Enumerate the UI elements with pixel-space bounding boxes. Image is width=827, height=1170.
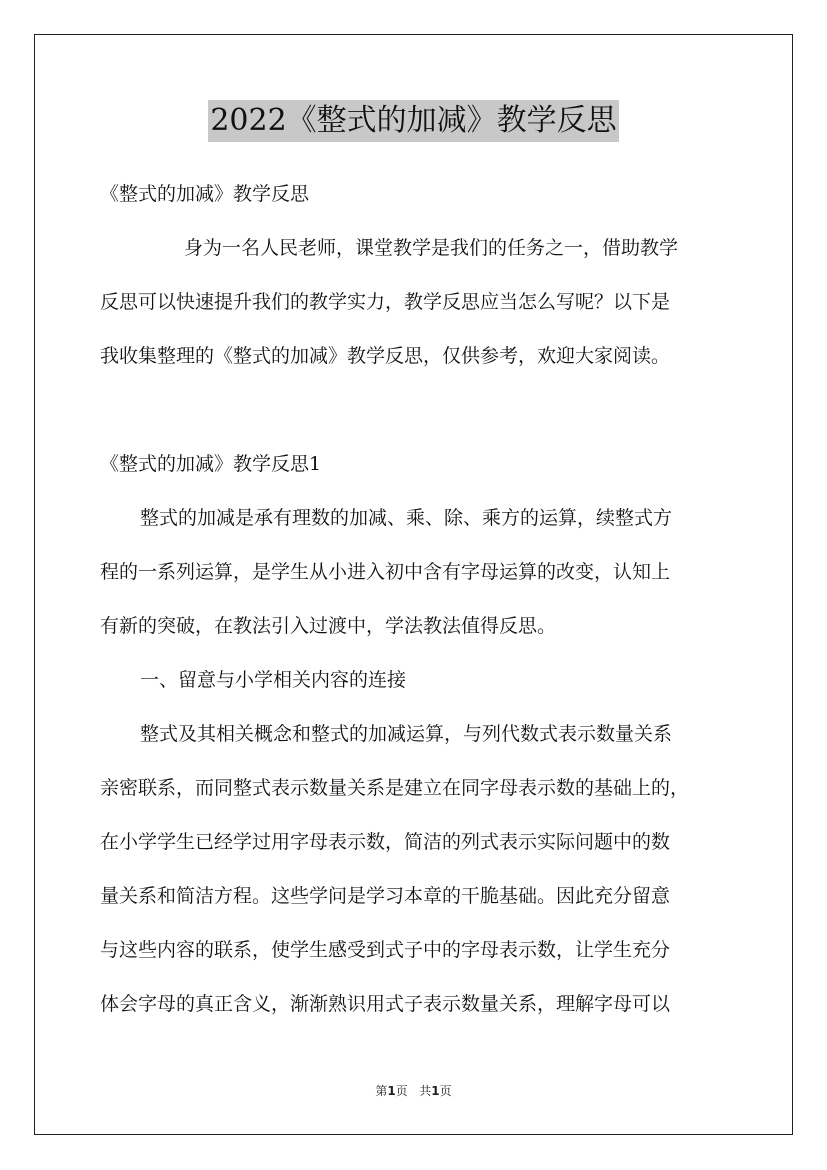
paragraph2-line: 亲密联系，而同整式表示数量关系是建立在同字母表示数的基础上的， [100, 777, 690, 799]
point-heading: 一、留意与小学相关内容的连接 [140, 669, 407, 691]
paragraph1-line: 有新的突破，在教法引入过渡中，学法教法值得反思。 [100, 615, 557, 637]
paragraph2-line: 在小学学生已经学过用字母表示数，简洁的列式表示实际问题中的数 [100, 831, 671, 853]
page-footer [0, 1082, 827, 1099]
paragraph-gap [100, 388, 728, 442]
page-prefix: 第 [375, 1084, 388, 1098]
intro-line: 身为一名人民老师，课堂教学是我们的任务之一，借助教学 [184, 237, 679, 259]
paragraph2-line: 与这些内容的联系，使学生感受到式子中的字母表示数，让学生充分 [100, 939, 671, 961]
total-pages: 1 [431, 1084, 440, 1098]
paragraph1-line: 程的一系列运算，是学生从小进入初中含有字母运算的改变，认知上 [100, 561, 671, 583]
page-number: 1 [387, 1084, 396, 1098]
total-prefix: 共 [419, 1084, 432, 1098]
total-suffix: 页 [439, 1084, 452, 1098]
title-wrapper [0, 100, 827, 142]
document-title: 2022《整式的加减》教学反思 [208, 100, 618, 142]
subtitle: 《整式的加减》教学反思 [100, 183, 310, 205]
paragraph2-line: 体会字母的真正含义，渐渐熟识用式子表示数量关系，理解字母可以 [100, 993, 671, 1015]
paragraph2-line: 量关系和简洁方程。这些学问是学习本章的干脆基础。因此充分留意 [100, 885, 671, 907]
intro-line: 我收集整理的《整式的加减》教学反思，仅供参考，欢迎大家阅读。 [100, 345, 671, 367]
paragraph2-line: 整式及其相关概念和整式的加减运算，与列代数式表示数量关系 [140, 723, 673, 745]
page-suffix: 页 [395, 1084, 408, 1098]
intro-line: 反思可以快速提升我们的教学实力，教学反思应当怎么写呢？以下是 [100, 291, 671, 313]
section-heading: 《整式的加减》教学反思1 [100, 453, 322, 475]
paragraph1-line: 整式的加减是承有理数的加减、乘、除、乘方的运算，续整式方 [140, 507, 673, 529]
document-body [100, 172, 728, 1036]
